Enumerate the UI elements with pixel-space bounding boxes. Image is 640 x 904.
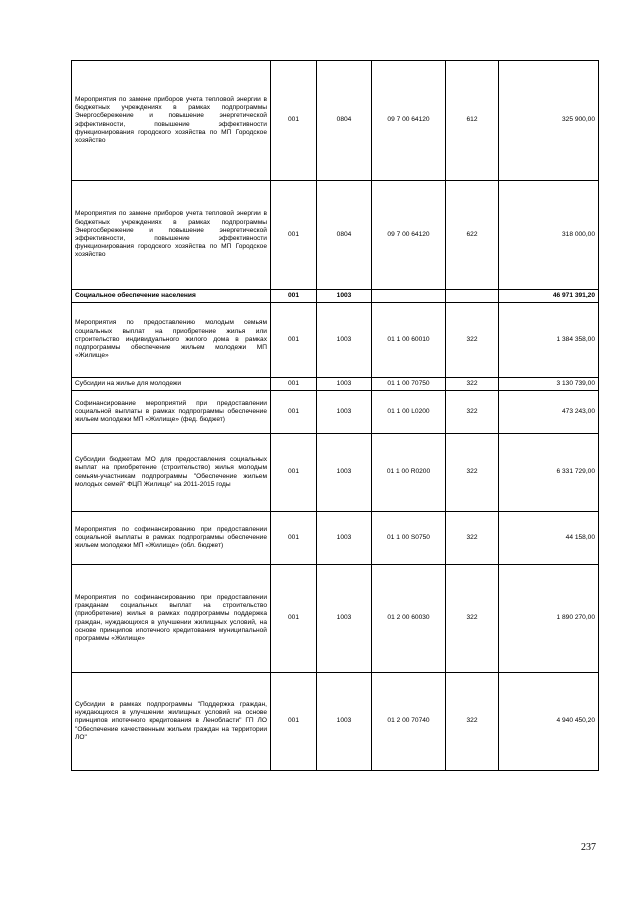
cell-section-code: 1003 [317,378,372,391]
table-row [72,181,599,290]
cell-amount: 44 158,00 [499,512,599,565]
cell-description: Мероприятия по замене приборов учета тепловой энергии в бюджетных учреждениях в рамках подпрограммы Энергосбережение и повышение энергетической эффективности, повышение эффективности функционирования городского хозяйства по МП Городское хозяйство [72,61,271,181]
cell-description: Социальное обеспечение населения [72,290,271,303]
cell-expense-type: 322 [446,378,499,391]
cell-target-article: 01 2 00 70740 [372,673,446,771]
cell-ved-code: 001 [271,181,317,290]
cell-amount: 325 900,00 [499,61,599,181]
table-row [72,673,599,771]
cell-amount: 4 940 450,20 [499,673,599,771]
cell-ved-code: 001 [271,673,317,771]
cell-expense-type: 322 [446,512,499,565]
cell-section-code: 0804 [317,181,372,290]
cell-ved-code: 001 [271,303,317,378]
cell-target-article: 01 1 00 60010 [372,303,446,378]
cell-expense-type: 322 [446,565,499,673]
cell-description: Мероприятия по софинансированию при предоставлении гражданам социальных выплат на строительство (приобретение) жилья в рамках подпрограммы поддержка граждан, нуждающихся в улучшении жилищных условий, на основе принципов ипотечного кредитования муниципальной программы «Жилище» [72,565,271,673]
cell-section-code: 1003 [317,391,372,434]
cell-ved-code: 001 [271,378,317,391]
cell-description: Субсидии на жилье для молодежи [72,378,271,391]
cell-expense-type: 612 [446,61,499,181]
cell-amount: 473 243,00 [499,391,599,434]
table-row [72,512,599,565]
cell-ved-code: 001 [271,434,317,512]
table-row [72,303,599,378]
cell-section-code: 0804 [317,61,372,181]
cell-amount: 1 890 270,00 [499,565,599,673]
table-row [72,290,599,303]
cell-expense-type: 322 [446,673,499,771]
cell-target-article: 01 1 00 R0200 [372,434,446,512]
cell-section-code: 1003 [317,512,372,565]
cell-description: Софинансирование мероприятий при предоставлении социальной выплаты в рамках подпрограммы обеспечение жильем молодежи МП «Жилище» (фед. бюджет) [72,391,271,434]
cell-expense-type: 622 [446,181,499,290]
table-row [72,565,599,673]
cell-ved-code: 001 [271,391,317,434]
cell-description: Мероприятия по софинансированию при предоставлении социальной выплаты в рамках подпрограммы обеспечение жильем молодежи МП «Жилище» (обл. бюджет) [72,512,271,565]
cell-target-article: 01 1 00 S0750 [372,512,446,565]
cell-section-code: 1003 [317,303,372,378]
cell-ved-code: 001 [271,290,317,303]
table-row [72,391,599,434]
cell-amount: 6 331 729,00 [499,434,599,512]
cell-expense-type: 322 [446,434,499,512]
cell-amount: 3 130 739,00 [499,378,599,391]
cell-section-code: 1003 [317,434,372,512]
cell-target-article: 09 7 00 64120 [372,61,446,181]
cell-expense-type [446,290,499,303]
cell-target-article: 01 1 00 70750 [372,378,446,391]
cell-expense-type: 322 [446,303,499,378]
page-number: 237 [581,842,596,853]
cell-amount: 318 000,00 [499,181,599,290]
cell-target-article: 01 1 00 L0200 [372,391,446,434]
cell-target-article: 01 2 00 60030 [372,565,446,673]
cell-section-code: 1003 [317,290,372,303]
cell-amount: 46 971 391,20 [499,290,599,303]
cell-description: Субсидии бюджетам МО для предоставления социальных выплат на приобретение (строительство) жилья молодым семьям-участникам подпрограммы "Обеспечение жильем молодых семей" ФЦП Жилище" на 2011-2015 годы [72,434,271,512]
budget-table-body [72,61,599,771]
cell-target-article: 09 7 00 64120 [372,181,446,290]
cell-description: Субсидии в рамках подпрограммы "Поддержка граждан, нуждающихся в улучшении жилищных условий на основе принципов ипотечного кредитования в Ленобласти" ГП ЛО "Обеспечение качественным жильем граждан на территории ЛО" [72,673,271,771]
cell-description: Мероприятия по предоставлению молодым семьям социальных выплат на приобретение жилья или строительство индивидуального жилого дома в рамках подпрограммы обеспечение жильем молодежи МП «Жилище» [72,303,271,378]
budget-table [71,60,599,771]
cell-expense-type: 322 [446,391,499,434]
cell-ved-code: 001 [271,512,317,565]
table-row [72,61,599,181]
cell-ved-code: 001 [271,565,317,673]
cell-ved-code: 001 [271,61,317,181]
cell-amount: 1 384 358,00 [499,303,599,378]
cell-section-code: 1003 [317,565,372,673]
cell-description: Мероприятия по замене приборов учета тепловой энергии в бюджетных учреждениях в рамках подпрограммы Энергосбережение и повышение энергетической эффективности, повышение эффективности функционирования городского хозяйства по МП Городское хозяйство [72,181,271,290]
cell-target-article [372,290,446,303]
table-row [72,378,599,391]
cell-section-code: 1003 [317,673,372,771]
table-row [72,434,599,512]
